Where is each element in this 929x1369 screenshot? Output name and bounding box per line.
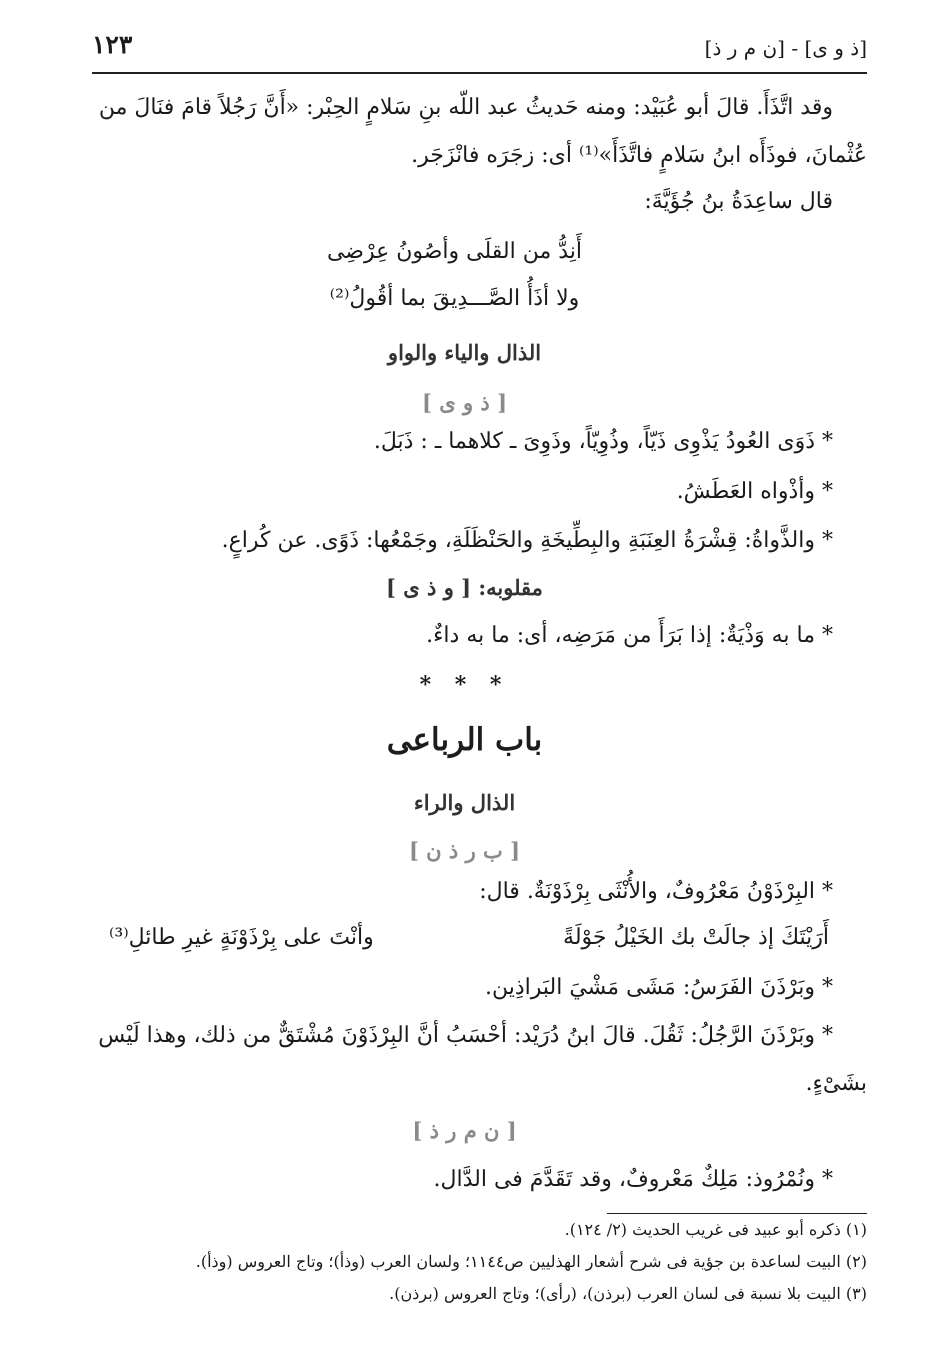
entry-item: * ونُمْرُوذ: مَلِكٌ مَعْروفٌ، وقد تَقَدَّمَ فى الدَّال. bbox=[433, 1167, 833, 1192]
section-heading: الذال والراء bbox=[413, 790, 516, 815]
entry-heading: [ ن م ر ذ ] bbox=[412, 1118, 517, 1143]
paragraph-line: وقد اتَّذَأَ. قالَ أبو عُبَيْد: ومنه حَديثُ عبد اللّه بنِ سَلامٍ الحِبْر: «أَنَّ رَجُلاً قامَ فنَالَ من bbox=[98, 95, 833, 120]
running-header-entries: [ذ و ى] - [ن م ر ذ] bbox=[704, 36, 867, 60]
paragraph-line: بشَىْءٍ. bbox=[805, 1071, 867, 1096]
entry-item: * والذَّواةُ: قِشْرَةُ العِنَبَةِ والبِطِّيخَةِ والحَنْظَلَةِ، وجَمْعُها: ذَوًى. عن كُراعٍ. bbox=[221, 528, 833, 553]
paragraph-line: عُثْمانَ، فوذَأَه ابنُ سَلامٍ فاتَّذَأَ»⁽¹⁾ أى: زجَرَه فانْزَجَر. bbox=[411, 143, 867, 168]
section-heading: الذال والياء والواو bbox=[387, 340, 542, 365]
header-rule bbox=[92, 72, 867, 74]
footnote-rule bbox=[607, 1213, 867, 1214]
entry-item: * البِرْذَوْنُ مَعْرُوفٌ، والأُنْثَى بِرْذَوْنَةٌ. قال: bbox=[479, 879, 833, 904]
chapter-heading: باب الرباعى bbox=[386, 722, 543, 758]
verse-hemistich: وأنْتَ على بِرْذَوْنَةٍ غيرِ طائلِ⁽³⁾ bbox=[109, 925, 374, 950]
verse-line bbox=[109, 922, 829, 954]
page-number: ١٢٣ bbox=[92, 30, 133, 59]
entry-item: * وبَرْذَنَ الرَّجُلُ: ثَقُلَ. قالَ ابنُ دُرَيْد: أحْسَبُ أنَّ البِرْذَوْنَ مُشْتَقٌّ من ذلك، وهذا لَيْس bbox=[98, 1023, 833, 1048]
footnote: (١) ذكره أبو عبيد فى غريب الحديث (٢/ ١٢٤). bbox=[564, 1220, 867, 1239]
entry-heading: مقلوبه: [ و ذ ى ] bbox=[386, 575, 543, 600]
entry-heading: [ ذ و ى ] bbox=[421, 390, 508, 415]
verse-hemistich: أَنِدُّ من القلَى وأصُونُ عِرْضِى bbox=[326, 239, 583, 264]
entry-heading: [ ب ر ذ ن ] bbox=[408, 838, 521, 863]
entry-item: * ما به وَذْيَةٌ: إذا بَرَأَ من مَرَضِه، أى: ما به داءٌ. bbox=[426, 623, 833, 648]
footnote: (٣) البيت بلا نسبة فى لسان العرب (برذن)، (رأى)؛ وتاج العروس (برذن). bbox=[389, 1284, 867, 1303]
footnote: (٢) البيت لساعدة بن جؤية فى شرح أشعار الهذليين ص١١٤٤؛ ولسان العرب (وذأ)؛ وتاج العروس (وذأ). bbox=[195, 1252, 867, 1271]
entry-item: * وأذْواه العَطَشُ. bbox=[676, 479, 833, 504]
entry-item: * وبَرْذَنَ الفَرَسُ: مَشَى مَشْيَ البَراذِين. bbox=[484, 975, 833, 1000]
verse-hemistich: ولا أذَأُ الصَّـــدِيقَ بما أقُولُ⁽²⁾ bbox=[329, 286, 580, 311]
paragraph-line: قال ساعِدَةُ بنُ جُؤَيَّةَ: bbox=[644, 189, 833, 214]
verse-hemistich: أَرَيْتَكَ إذ جالَتْ بك الخَيْلُ جَوْلَةً bbox=[563, 925, 829, 950]
section-divider-stars: * * * bbox=[419, 672, 510, 698]
entry-item: * ذَوَى العُودُ يَذْوِى ذَيّاً، وذُوِيّاً، وذَوِىَ ـ كلاهما ـ : ذَبَلَ. bbox=[373, 429, 833, 454]
